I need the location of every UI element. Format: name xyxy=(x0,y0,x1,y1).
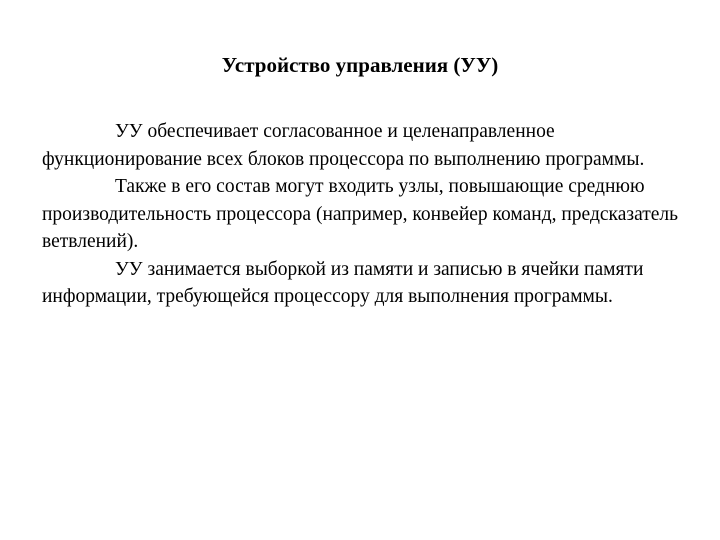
paragraph-control-unit-purpose: УУ обеспечивает согласованное и целенаправленное функционирование всех блоков процессора по выполнению программы. xyxy=(42,121,645,170)
slide-body xyxy=(42,118,688,311)
slide-title: Устройство управления (УУ) xyxy=(221,53,499,77)
paragraph-control-unit-components: Также в его состав могут входить узлы, повышающие среднюю производительность процессора (например, конвейер команд, предсказатель ветвлений). xyxy=(42,176,679,252)
paragraph-control-unit-memory: УУ занимается выборкой из памяти и записью в ячейки памяти информации, требующейся процессору для выполнения программы. xyxy=(42,258,644,307)
